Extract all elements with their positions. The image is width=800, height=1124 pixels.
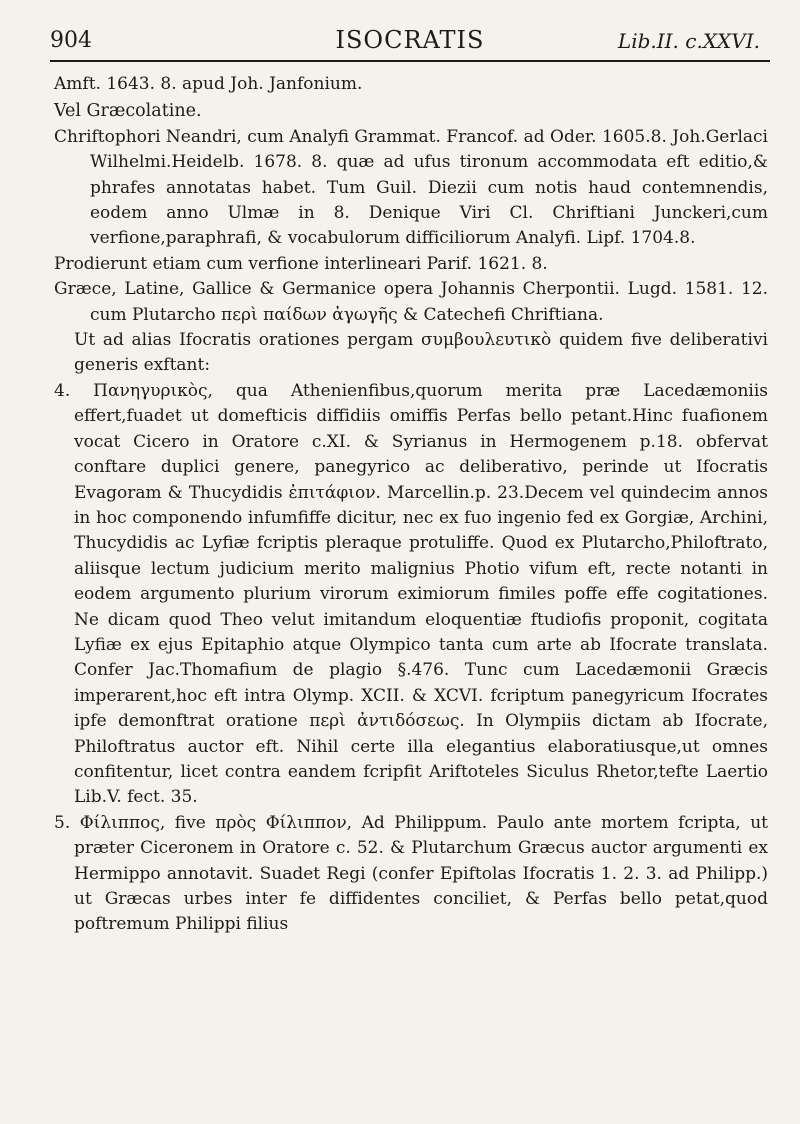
page-body [54, 72, 768, 938]
paragraph: Chriftophori Neandri, cum Analyfi Grammat. Francof. ad Oder. 1605.8. Joh.Gerlaci Wilhelmi.Heidelb. 1678. 8. quæ ad ufus tironum accommodata eft editio,& phrafes annotatas habet. Tum Guil. Diezii cum notis haud contemnendis, eodem anno Ulmæ in 8. Denique Viri Cl. Chriftiani Junckeri,cum verfione,paraphrafi, & vocabulorum difficiliorum Analyfi. Lipf. 1704.8. [54, 126, 768, 249]
paragraph: Amft. 1643. 8. apud Joh. Janfonium. [54, 74, 363, 94]
paragraph: Prodierunt etiam cum verfione interlineari Parif. 1621. 8. [54, 253, 548, 274]
page-header [50, 24, 770, 62]
paragraph: Græce, Latine, Gallice & Germanice opera Johannis Cherpontii. Lugd. 1581. 12. cum Plutarcho περὶ παίδων ἀγωγῆς & Catechefi Chriftiana. [54, 279, 768, 325]
book-chapter-ref: Lib.II. c.XXVI. [617, 29, 760, 53]
running-title: ISOCRATIS [335, 26, 485, 54]
paragraph: 5. Φίλιππος, five πρὸς Φίλιππον, Ad Philippum. Paulo ante mortem fcripta, ut præter Ciceronem in Oratore c. 52. & Plutarchum Græcus auctor argumenti ex Hermippo annotavit. Suadet Regi (confer Epiftolas Ifocratis 1. 2. 3. ad Philipp.) ut Græcas urbes inter fe diffidentes conciliet, & Perfas bello petat,quod poftremum Philippi filius [54, 812, 768, 935]
paragraph: 4. Πανηγυρικὸς, qua Athenienfibus,quorum merita præ Lacedæmoniis effert,fuadet ut domefticis diffidiis omiffis Perfas bello petant.Hinc fuafionem vocat Cicero in Oratore c.XI. & Syrianus in Hermogenem p.18. obfervat conftare duplici genere, panegyrico ac deliberativo, perinde ut Ifocratis Evagoram & Thucydidis ἐπιτάφιον. Marcellin.p. 23.Decem vel quindecim annos in hoc componendo infumfiffe dicitur, nec ex fuo ingenio fed ex Gorgiæ, Archini, Thucydidis ac Lyfiæ fcriptis pleraque protuliffe. Quod ex Plutarcho,Philoftrato, aliisque lectum judicium merito malignius Photio vifum eft, recte notanti in eodem argumento plurium virorum eximiorum fimiles poffe effe cogitationes. Ne dicam quod Theo velut imitandum eloquentiæ ftudiofis proponit, cogitata Lyfiæ ex ejus Epitaphio atque Olympico tanta cum arte ab Ifocrate translata. Confer Jac.Thomafium de plagio §.476. Tunc cum Lacedæmonii Græcis imperarent,hoc eft intra Olymp. XCII. & XCVI. fcriptum panegyricum Ifocrates ipfe demonftrat oratione περὶ ἀντιδόσεως. In Olympiis dictam ab Ifocrate, Philoftratus auctor eft. Nihil certe illa elegantius elaboratiusque,ut omnes confitentur, licet contra eandem fcripfit Ariftoteles Siculus Rhetor,tefte Laertio Lib.V. fect. 35. [54, 380, 768, 808]
paragraph: Ut ad alias Ifocratis orationes pergam συμβουλευτικὸ quidem five deliberativi generis exftant: [74, 330, 768, 376]
page-number: 904 [50, 28, 92, 53]
paragraph: Vel Græcolatine. [54, 101, 202, 122]
